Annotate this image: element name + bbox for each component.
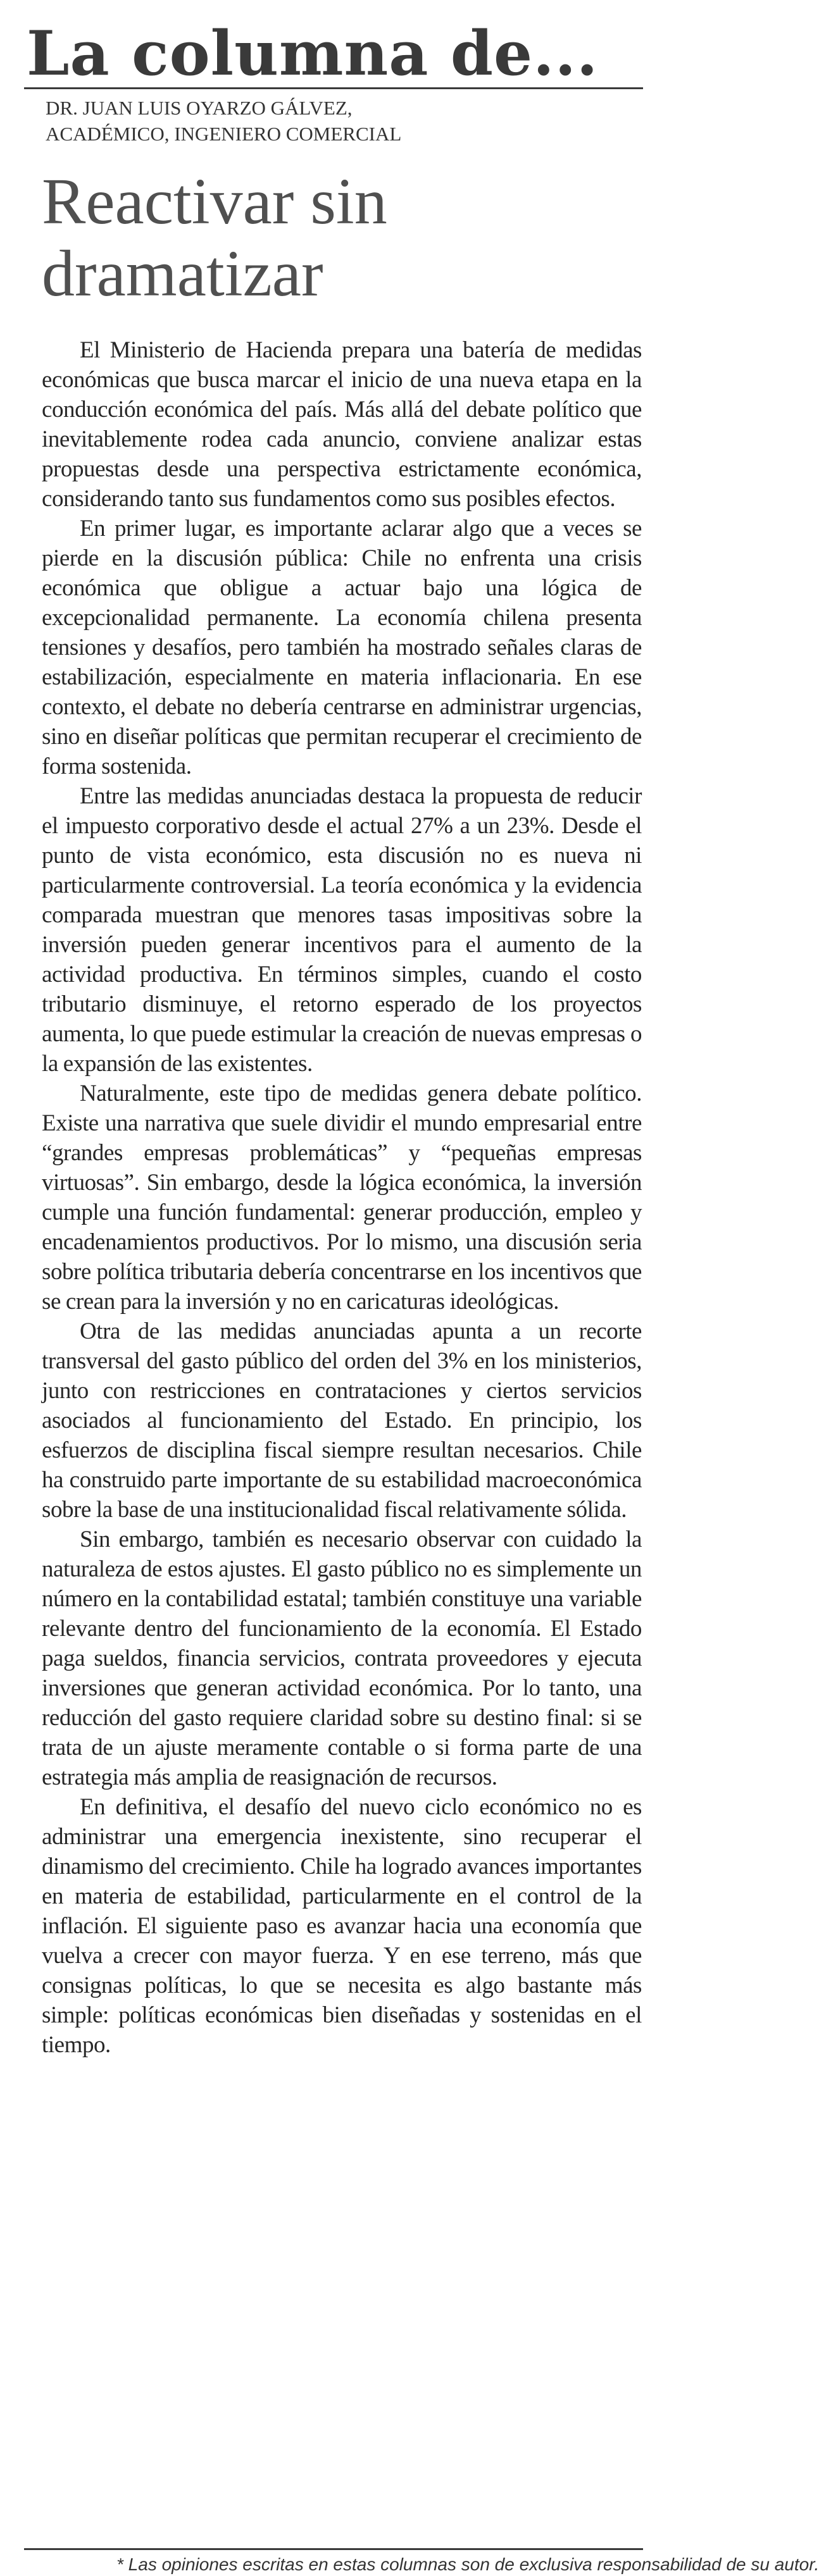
article-body [42,335,642,2060]
author-name: DR. JUAN LUIS OYARZO GÁLVEZ, [46,97,353,119]
article-paragraph-5: Otra de las medidas anunciadas apunta a un recorte transversal del gasto público del orden del 3% en los ministerios, junto con restricciones en contrataciones y ciertos servicios asociados al funcionamiento del Estado. En principio, los esfuerzos de disciplina fiscal siempre resultan necesarios. Chile ha construido parte importante de su estabilidad macroeconómica sobre la base de una institucionalidad fiscal relativamente sólida. [42,1318,642,1523]
article-paragraph-2: En primer lugar, es importante aclarar algo que a veces se pierde en la discusión pública: Chile no enfrenta una crisis económica que obligue a actuar bajo una lógica de excepcionalidad permanente. La economía chilena presenta tensiones y desafíos, pero también ha mostrado señales claras de estabilización, especialmente en materia inflacionaria. En ese contexto, el debate no debería centrarse en administrar urgencias, sino en diseñar políticas que permitan recuperar el crecimiento de forma sostenida. [42,516,642,779]
article-title-line-2: dramatizar [42,237,323,310]
masthead-divider [24,87,643,89]
newspaper-column [24,0,819,2574]
article-paragraph-4: Naturalmente, este tipo de medidas genera debate político. Existe una narrativa que suele dividir el mundo empresarial entre “grandes empresas problemáticas” y “pequeñas empresas virtuosas”. Sin embargo, desde la lógica económica, la inversión cumple una función fundamental: generar producción, empleo y encadenamientos productivos. Por lo mismo, una discusión seria sobre política tributaria debería concentrarse en los incentivos que se crean para la inversión y no en caricaturas ideológicas. [42,1081,642,1315]
author-role: ACADÉMICO, INGENIERO COMERCIAL [46,123,402,145]
article-title-line-1: Reactivar sin [42,165,387,238]
article-paragraph-6: Sin embargo, también es necesario observar con cuidado la naturaleza de estos ajustes. El gasto público no es simplemente un número en la contabilidad estatal; también constituye una variable relevante dentro del funcionamiento de la economía. El Estado paga sueldos, financia servicios, contrata proveedores y ejecuta inversiones que generan actividad económica. Por lo tanto, una reducción del gasto requiere claridad sobre su destino final: si se trata de un ajuste meramente contable o si forma parte de una estrategia más amplia de reasignación de recursos. [42,1526,642,1790]
author-byline [46,95,401,147]
disclaimer-footnote: * Las opiniones escritas en estas columnas son de exclusiva responsabilidad de su autor. [116,2554,819,2574]
footer-divider [24,2548,643,2550]
article-paragraph-1: El Ministerio de Hacienda prepara una batería de medidas económicas que busca marcar el inicio de una nueva etapa en la conducción económica del país. Más allá del debate político que inevitablemente rodea cada anuncio, conviene analizar estas propuestas desde una perspectiva estrictamente económica, considerando tanto sus fundamentos como sus posibles efectos. [42,337,642,512]
article-paragraph-3: Entre las medidas anunciadas destaca la propuesta de reducir el impuesto corporativo desde el actual 27% a un 23%. Desde el punto de vista económico, esta discusión no es nueva ni particularmente controversial. La teoría económica y la evidencia comparada muestran que menores tasas impositivas sobre la inversión pueden generar incentivos para el aumento de la actividad productiva. En términos simples, cuando el costo tributario disminuye, el retorno esperado de los proyectos aumenta, lo que puede estimular la creación de nuevas empresas o la expansión de las existentes. [42,783,642,1077]
article-paragraph-7: En definitiva, el desafío del nuevo ciclo económico no es administrar una emergencia inexistente, sino recuperar el dinamismo del crecimiento. Chile ha logrado avances importantes en materia de estabilidad, particularmente en el control de la inflación. El siguiente paso es avanzar hacia una economía que vuelva a crecer con mayor fuerza. Y en ese terreno, más que consignas políticas, lo que se necesita es algo bastante más simple: políticas económicas bien diseñadas y sostenidas en el tiempo. [42,1794,642,2058]
article-title [42,166,387,310]
column-masthead: La columna de... [27,18,599,89]
